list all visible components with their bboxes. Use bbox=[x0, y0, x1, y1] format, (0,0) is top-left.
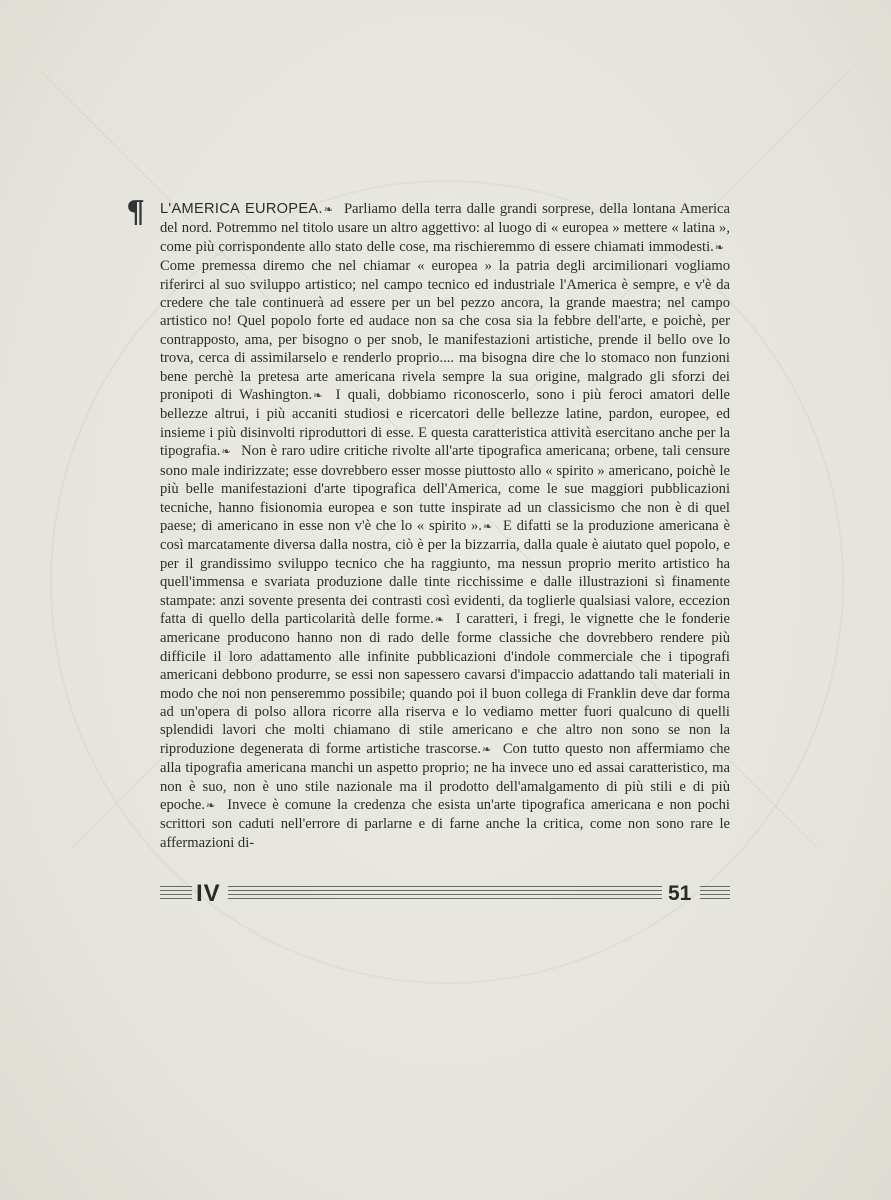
leaf-ornament-icon: ❧ bbox=[434, 613, 445, 626]
leaf-ornament-icon: ❧ bbox=[313, 390, 323, 403]
footer-rule bbox=[228, 886, 662, 902]
paragraph: Parliamo della terra dalle grandi sorprese, della lontana America del nord. Potremmo nel titolo usare un altro aggettivo: al luogo di « europea » mettere « latina », come più corrispondente allo stato delle cose, ma rischieremmo di essere chiamati immodesti. bbox=[160, 201, 730, 255]
page-footer bbox=[160, 880, 730, 910]
article-body bbox=[160, 200, 730, 852]
paragraph: Invece è comune la credenza che esista un'arte tipografica americana e non pochi scrittori son caduti nell'errore di parlarne e di farne anche la critica, come non sono rare le affermazioni di- bbox=[160, 797, 730, 851]
pilcrow-mark: ¶ bbox=[126, 195, 146, 230]
paragraph: Come premessa diremo che nel chiamar « europea » la patria degli arcimilionari vogliamo riferirci al suo sviluppo artistico; nel campo tecnico ed industriale l'America è sempre, e v'è da credere che tale continuerà ad essere per un bel pezzo ancora, la grande maestra; nel campo artistico no! Quel popolo forte ed audace non sa che cosa sia la febbre dell'arte, e poichè, per contrapposto, ama, per bisogno o per snob, le manifestazioni artistiche, prende il bello ove lo trova, cerca di assimilarselo e renderlo proprio.... ma bisogna dire che lo stomaco non funzioni bene perchè la pretesa arte americana rivela sempre la sua origine, malgrado gli sforzi dei pronipoti di Washington. bbox=[160, 258, 730, 404]
leaf-ornament-icon: ❧ bbox=[482, 520, 493, 533]
paragraph: I caratteri, i fregi, le vignette che le fonderie americane producono hanno non di rado delle forme classiche che dovrebbero rendere più difficile il loro adattamento alle infinite pubblicazioni d'indole commerciale che i tipografi americani debbono produrre, se essi non sapessero cavarsi d'impaccio adattando tali materiali in modo che noi non penseremmo possibile; quando poi il buon collega di Franklin deve dar forma ad un'opera di polso allora ricorre alla riserva e lo vediamo metter fuori qualcuno di quelli splendidi lavori che molti chiamano di stile americano e che altro non sono se non la riproduzione degenerata di forme artistiche trascorse. bbox=[160, 610, 731, 757]
page-number: 51 bbox=[668, 882, 692, 905]
leaf-ornament-icon: ❧ bbox=[205, 800, 216, 812]
footer-rule bbox=[160, 886, 192, 902]
leaf-ornament-icon: ❧ bbox=[221, 446, 231, 459]
section-number: IV bbox=[196, 880, 221, 907]
paragraph: I quali, dobbiamo riconoscerlo, sono i più feroci amatori delle bellezze altrui, i più accaniti studiosi e ricercatori delle bellezze latine, pardon, europee, ed insieme i più disinvolti riproduttori di esse. E questa caratteristica attività esercitano anche per la tipografia. bbox=[160, 387, 730, 460]
leaf-ornament-icon: ❧ bbox=[714, 241, 724, 254]
leaf-ornament-icon: ❧ bbox=[482, 743, 492, 756]
article-heading: L'AMERICA EUROPEA. bbox=[160, 201, 323, 217]
paragraph: E difatti se la produzione americana è così marcatamente diversa dalla nostra, ciò è per la bizzarria, dalla quale è aiutato quel popolo, e per il grandissimo sviluppo tecnico che ha raggiunto, ma nessun proprio merito artistico ha quell'immensa e svariata produzione dalle tinte ricchissime e dalle illustrazioni sì finamente stampate: anzi sovente presenta dei contrasti così evidenti, da toglierle qualsiasi valore, eccezion fatta di quello della particolarità delle forme. bbox=[160, 517, 730, 627]
leaf-ornament-icon: ❧ bbox=[323, 204, 333, 216]
paragraph: Con tutto questo non affermiamo che alla tipografia americana manchi un aspetto proprio; ne ha invece uno ed assai caratteristico, ma non è suo, non è uno stile nazionale ma il prodotto dell'amalgamento di più stili e di più epoche. bbox=[160, 740, 730, 813]
paragraph: Non è raro udire critiche rivolte all'arte tipografica americana; orbene, tali censure sono male indirizzate; esse dovrebbero esser mosse piuttosto allo « spirito » americano, poichè le più belle manifestazioni d'arte tipografica dell'America, come le sue maggiori pubblicazioni tecniche, hanno fisionomia europea e son tutte inspirate ad un classicismo che non è di quel paese; di americano in esse non v'è che lo « spirito ». bbox=[160, 443, 730, 534]
footer-rule bbox=[700, 886, 730, 902]
